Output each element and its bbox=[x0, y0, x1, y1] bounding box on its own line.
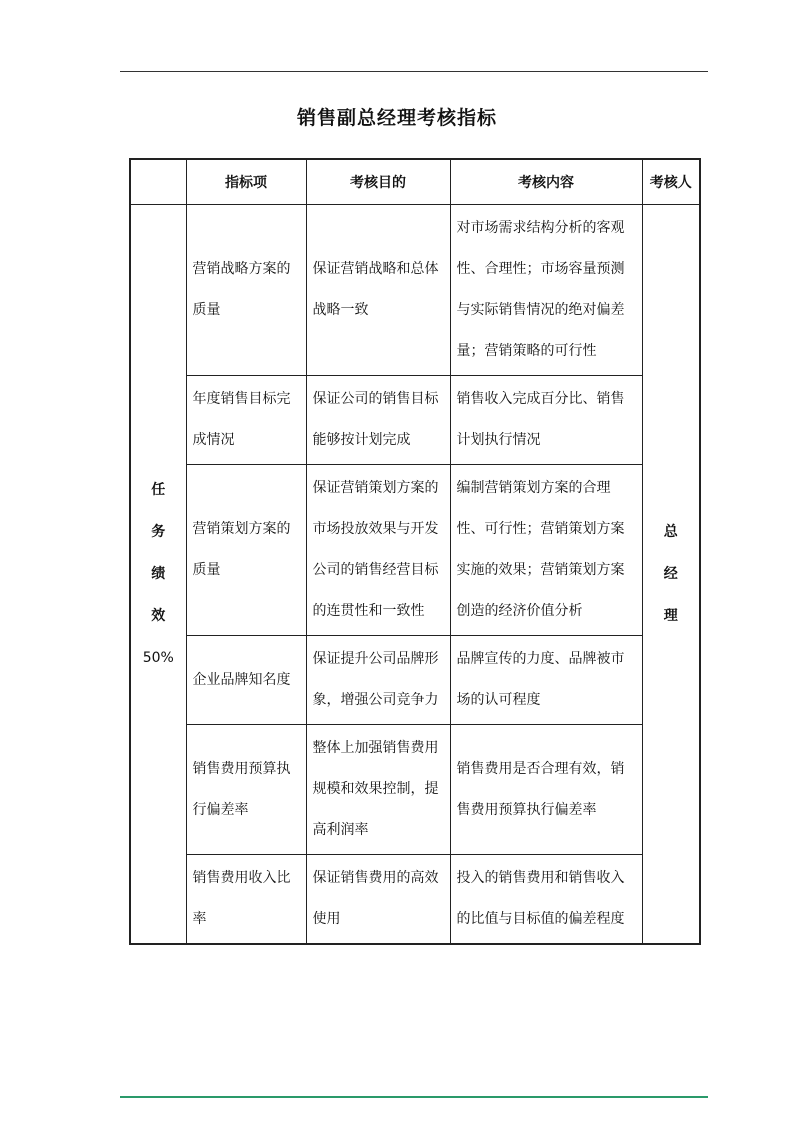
item-cell: 营销策划方案的质量 bbox=[186, 465, 306, 636]
content-cell: 编制营销策划方案的合理性、可行性；营销策划方案实施的效果；营销策划方案创造的经济价值分析 bbox=[450, 465, 642, 636]
header-item: 指标项 bbox=[186, 159, 306, 205]
category-char: 务 bbox=[151, 524, 166, 540]
footer-rule bbox=[120, 1096, 708, 1098]
table-row bbox=[130, 855, 700, 945]
purpose-cell: 保证销售费用的高效使用 bbox=[306, 855, 450, 945]
header-blank bbox=[130, 159, 186, 205]
header-purpose: 考核目的 bbox=[306, 159, 450, 205]
reviewer-char: 经 bbox=[663, 566, 678, 582]
purpose-cell: 保证提升公司品牌形象，增强公司竞争力 bbox=[306, 636, 450, 725]
category-char: 绩 bbox=[151, 566, 166, 582]
table-header-row bbox=[130, 159, 700, 205]
header-rule bbox=[120, 71, 708, 72]
category-cell bbox=[130, 205, 186, 945]
reviewer-cell bbox=[642, 205, 700, 945]
header-content: 考核内容 bbox=[450, 159, 642, 205]
content-cell: 品牌宣传的力度、品牌被市场的认可程度 bbox=[450, 636, 642, 725]
reviewer-char: 理 bbox=[663, 608, 678, 624]
content-cell: 销售费用是否合理有效，销售费用预算执行偏差率 bbox=[450, 725, 642, 855]
purpose-cell: 保证营销战略和总体战略一致 bbox=[306, 205, 450, 376]
category-weight: 50% bbox=[142, 650, 174, 666]
table-row bbox=[130, 725, 700, 855]
item-cell: 销售费用收入比率 bbox=[186, 855, 306, 945]
item-cell: 营销战略方案的质量 bbox=[186, 205, 306, 376]
purpose-cell: 保证营销策划方案的市场投放效果与开发公司的销售经营目标的连贯性和一致性 bbox=[306, 465, 450, 636]
page-title: 销售副总经理考核指标 bbox=[296, 107, 497, 129]
kpi-table bbox=[129, 158, 701, 945]
content-cell: 投入的销售费用和销售收入的比值与目标值的偏差程度 bbox=[450, 855, 642, 945]
reviewer-char: 总 bbox=[663, 524, 678, 540]
category-char: 效 bbox=[151, 608, 166, 624]
item-cell: 销售费用预算执行偏差率 bbox=[186, 725, 306, 855]
item-cell: 年度销售目标完成情况 bbox=[186, 376, 306, 465]
purpose-cell: 保证公司的销售目标能够按计划完成 bbox=[306, 376, 450, 465]
content-cell: 销售收入完成百分比、销售计划执行情况 bbox=[450, 376, 642, 465]
category-char: 任 bbox=[151, 482, 166, 498]
table-row bbox=[130, 376, 700, 465]
table-row bbox=[130, 205, 700, 376]
content-cell: 对市场需求结构分析的客观性、合理性；市场容量预测与实际销售情况的绝对偏差量；营销策略的可行性 bbox=[450, 205, 642, 376]
item-cell: 企业品牌知名度 bbox=[186, 636, 306, 725]
table-row bbox=[130, 465, 700, 636]
table-row bbox=[130, 636, 700, 725]
header-reviewer: 考核人 bbox=[642, 159, 700, 205]
purpose-cell: 整体上加强销售费用规模和效果控制，提高利润率 bbox=[306, 725, 450, 855]
